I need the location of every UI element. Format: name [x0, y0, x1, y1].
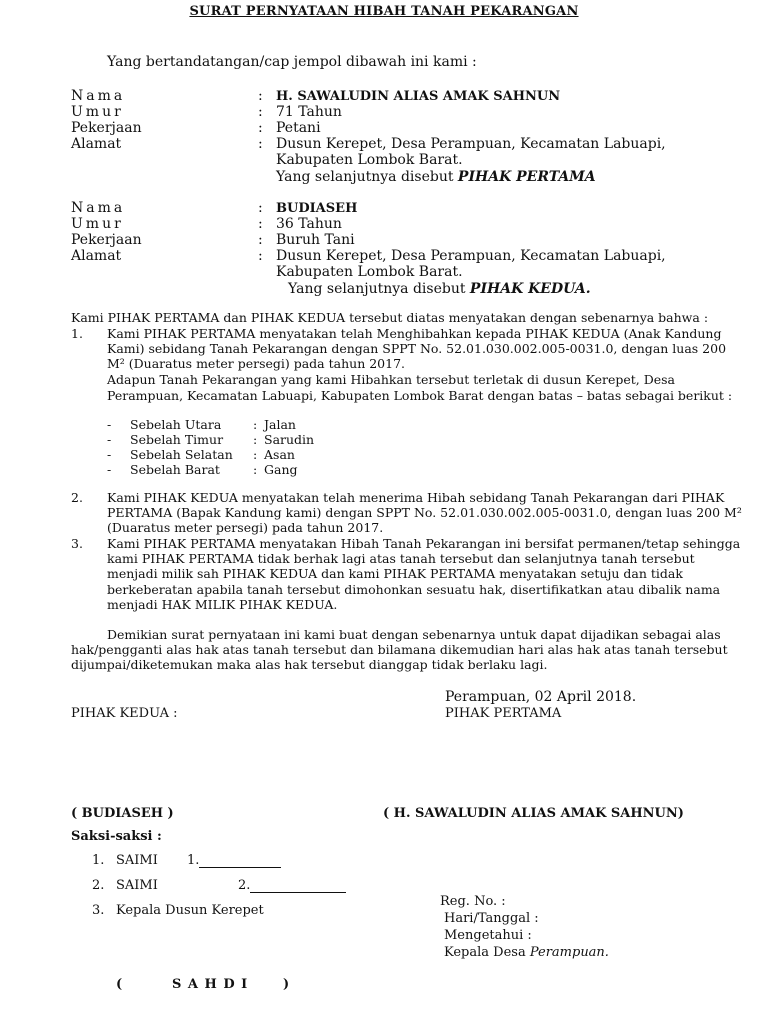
party2-label-age: Umur: [71, 216, 124, 232]
witness-name: SAIMI: [116, 878, 158, 893]
item3-line: berkeberatan apabila tanah tersebut dimohonkan sesuatu hak, disertifikatkan atau dibalik nama: [107, 582, 721, 597]
signature-label-right: PIHAK PERTAMA: [445, 706, 562, 721]
witness-number: 2.: [92, 878, 105, 893]
party1-colon: :: [258, 88, 263, 104]
item2-line: PERTAMA (Bapak Kandung kami) dengan SPPT No. 52.01.030.002.005-0031.0, dengan luas 200 M²: [107, 505, 742, 520]
party1-address-line1: Dusun Kerepet, Desa Perampuan, Kecamatan Labuapi,: [276, 136, 666, 152]
border-sep: :: [253, 432, 258, 447]
item3-line: Kami PIHAK PERTAMA menyatakan Hibah Tanah Pekarangan ini bersifat permanen/tetap sehingga: [107, 536, 741, 551]
party1-age: 71 Tahun: [276, 104, 342, 120]
closing-line: hak/pengganti alas hak atas tanah tersebut dan bilamana dikemudian hari alas hak atas tanah tersebut: [71, 642, 728, 657]
border-value: Asan: [264, 447, 295, 462]
item1-line: Kami) sebidang Tanah Pekarangan dengan SPPT No. 52.01.030.002.005-0031.0, dengan luas 200: [107, 341, 727, 356]
item3-line: kami PIHAK PERTAMA tidak berhak lagi atas tanah tersebut dan selanjutnya tanah tersebut: [107, 551, 695, 566]
item2-line: Kami PIHAK KEDUA menyatakan telah menerima Hibah sebidang Tanah Pekarangan dari PIHAK: [107, 490, 725, 505]
border-dash: -: [107, 432, 112, 447]
party2-ref-name: PIHAK KEDUA.: [469, 281, 591, 297]
border-side: Sebelah Barat: [130, 462, 220, 477]
item3-line: menjadi milik sah PIHAK KEDUA dan kami PIHAK PERTAMA menyatakan setuju dan tidak: [107, 566, 683, 581]
party1-reference: Yang selanjutnya disebut PIHAK PERTAMA: [276, 169, 596, 185]
closing-line: Demikian surat pernyataan ini kami buat dengan sebenarnya untuk dapat dijadikan sebagai alas: [107, 627, 721, 642]
item-number: 3.: [71, 536, 83, 551]
border-side: Sebelah Timur: [130, 432, 224, 447]
party1-label-address: Alamat: [71, 136, 122, 152]
witness-name: SAIMI: [116, 853, 158, 868]
witness-number: 1.: [92, 853, 105, 868]
party1-label-age: Umur: [71, 104, 124, 120]
witness-signature: 2.: [238, 878, 346, 893]
party1-colon: :: [258, 120, 263, 136]
statement-intro: Kami PIHAK PERTAMA dan PIHAK KEDUA tersebut diatas menyatakan dengan sebenarnya bahwa :: [71, 310, 709, 325]
bottom-paren-close: ): [283, 977, 290, 992]
item2-line: (Duaratus meter persegi) pada tahun 2017.: [107, 520, 384, 535]
item3-line: menjadi HAK MILIK PIHAK KEDUA.: [107, 597, 338, 612]
party1-address-line2: Kabupaten Lombok Barat.: [276, 152, 463, 168]
signature-name-right: ( H. SAWALUDIN ALIAS AMAK SAHNUN): [383, 806, 684, 821]
signature-line: [250, 880, 346, 893]
party2-label-name: Nama: [71, 200, 126, 216]
place-date: Perampuan, 02 April 2018.: [445, 689, 637, 705]
party1-label-name: Nama: [71, 88, 126, 104]
signature-label-left: PIHAK KEDUA :: [71, 706, 178, 721]
party1-ref-name: PIHAK PERTAMA: [457, 169, 596, 185]
reg-acknowledged: Mengetahui :: [444, 928, 532, 943]
closing-line: dijumpai/diketemukan maka alas hak tersebut dianggap tidak berlaku lagi.: [71, 657, 548, 672]
party2-name: BUDIASEH: [276, 201, 358, 216]
bottom-paren-open: (: [116, 977, 123, 992]
border-dash: -: [107, 462, 112, 477]
bottom-signature-name: S A H D I: [172, 977, 249, 992]
border-sep: :: [253, 417, 258, 432]
party2-colon: :: [258, 248, 263, 264]
border-value: Gang: [264, 462, 298, 477]
party2-colon: :: [258, 216, 263, 232]
witness-number: 3.: [92, 903, 105, 918]
reg-day-date: Hari/Tanggal :: [444, 911, 539, 926]
border-side: Sebelah Utara: [130, 417, 222, 432]
party2-label-job: Pekerjaan: [71, 232, 142, 248]
border-dash: -: [107, 417, 112, 432]
party2-age: 36 Tahun: [276, 216, 342, 232]
item-number: 2.: [71, 490, 83, 505]
party2-job: Buruh Tani: [276, 232, 355, 248]
border-sep: :: [253, 462, 258, 477]
party1-name: H. SAWALUDIN ALIAS AMAK SAHNUN: [276, 89, 561, 104]
item1-line: Kami PIHAK PERTAMA menyatakan telah Menghibahkan kepada PIHAK KEDUA (Anak Kandung: [107, 326, 722, 341]
border-dash: -: [107, 447, 112, 462]
signature-name-left: ( BUDIASEH ): [71, 806, 174, 821]
party2-address-line1: Dusun Kerepet, Desa Perampuan, Kecamatan Labuapi,: [276, 248, 666, 264]
item1-line: Adapun Tanah Pekarangan yang kami Hibahkan tersebut terletak di dusun Kerepet, Desa: [107, 372, 675, 387]
party2-colon: :: [258, 232, 263, 248]
witness-title: Saksi-saksi :: [71, 829, 162, 844]
border-value: Jalan: [264, 417, 296, 432]
border-value: Sarudin: [264, 432, 315, 447]
reg-number: Reg. No. :: [440, 894, 506, 909]
party2-address-line2: Kabupaten Lombok Barat.: [276, 264, 463, 280]
item-number: 1.: [71, 326, 83, 341]
party1-colon: :: [258, 104, 263, 120]
party1-label-job: Pekerjaan: [71, 120, 142, 136]
witness-name: Kepala Dusun Kerepet: [116, 903, 264, 918]
party2-label-address: Alamat: [71, 248, 122, 264]
item1-line: Perampuan, Kecamatan Labuapi, Kabupaten Lombok Barat dengan batas – batas sebagai berikut :: [107, 388, 733, 403]
border-side: Sebelah Selatan: [130, 447, 233, 462]
witness-signature: 1.: [187, 853, 281, 868]
party2-reference: Yang selanjutnya disebut PIHAK KEDUA.: [288, 281, 591, 297]
party2-colon: :: [258, 200, 263, 216]
document-title: SURAT PERNYATAAN HIBAH TANAH PEKARANGAN: [189, 4, 579, 19]
signature-line: [199, 855, 281, 868]
border-sep: :: [253, 447, 258, 462]
intro-text: Yang bertandatangan/cap jempol dibawah ini kami :: [107, 54, 477, 70]
party1-colon: :: [258, 136, 263, 152]
item1-line: M² (Duaratus meter persegi) pada tahun 2017.: [107, 356, 405, 371]
party1-job: Petani: [276, 120, 321, 136]
reg-village-head: Kepala Desa Perampuan.: [444, 945, 609, 960]
